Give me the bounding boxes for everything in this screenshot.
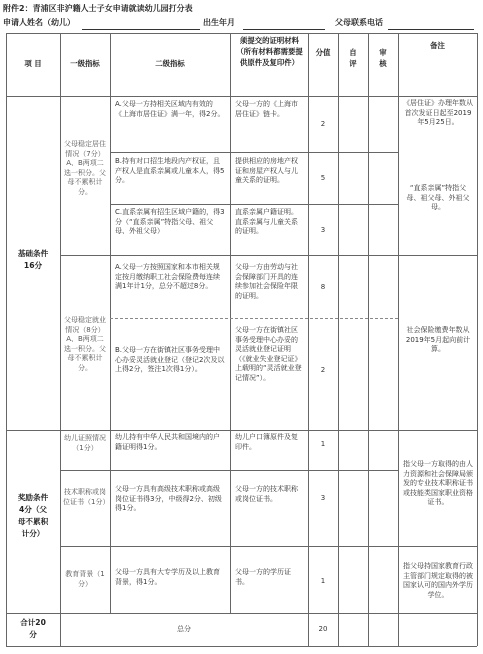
header-score: 分值 — [315, 48, 331, 57]
primary-employment: 父母稳定就业情况（8分）A、B两项二选一积分。父母不累积计分。 — [64, 316, 106, 372]
materials-tech-title: 父母一方的技术职称或岗位证书。 — [235, 485, 298, 503]
applicant-name-blank — [82, 29, 200, 30]
materials-kindergarten-cert: 幼儿户口簿原件及复印件。 — [235, 433, 298, 451]
score-tech-title: 3 — [320, 494, 326, 502]
note-social-insurance: 社会保险缴费年数从2019年5月起向前计算。 — [405, 326, 471, 354]
audit-cells[interactable] — [369, 97, 398, 612]
primary-tech-title: 技术职称或岗位证书（1分） — [63, 488, 110, 506]
score-total: 20 — [318, 625, 328, 633]
score-kindergarten-cert: 1 — [320, 440, 326, 448]
header-item: 项 目 — [24, 59, 42, 68]
secondary-employment-b: B.父母一方在街镇社区事务受理中心办妥灵活就业登记（登记2次及以上得2分，签注1次得1分）。 — [115, 346, 225, 374]
materials-education: 父母一方的学历证书。 — [235, 568, 291, 586]
score-residence-c: 3 — [320, 226, 326, 234]
parent-phone-blank — [388, 29, 474, 30]
note-tech-title: 指父母一方取得的由人力资源和社会保障局颁发的专业技术职称证书或技能类国家职业资格证书。 — [403, 460, 473, 507]
note-residence-permit: 《居住证》办理年数从首次发证日起至2019年5月25日。 — [403, 99, 473, 127]
score-residence-a: 2 — [320, 120, 326, 128]
materials-residence-a: 父母一方的《上海市居住证》链卡。 — [235, 100, 298, 118]
note-direct-relatives: “直系亲属”特指父母、祖父母、外祖父母。 — [406, 184, 470, 212]
secondary-residence-a: A.父母一方持相关区域内有效的《上海市居住证》满一年，得2分。 — [115, 100, 225, 118]
secondary-tech-title: 父母一方具有高级技术职称或高级岗位证书得3分，中级得2分、初级得1分。 — [115, 485, 222, 513]
note-education: 指父母持国家教育行政主管部门规定取得的被国家认可的国内外学历学位。 — [403, 562, 473, 599]
secondary-education: 父母一方具有大专学历及以上教育背景，得1分。 — [115, 568, 220, 586]
header-primary-indicator: 一级指标 — [70, 59, 100, 68]
primary-education: 教育背景（1分） — [65, 570, 105, 588]
header-required-materials: 须提交的证明材料（所有材料都需要提供原件及复印件） — [236, 36, 303, 67]
materials-residence-b: 提供相应的房地产权证和房屋产权人与儿童关系的证明。 — [235, 157, 298, 185]
materials-employment-b: 父母一方在街镇社区事务受理中心办妥的灵活就业登记证明（《就业失业登记证》上载明的“灵活就业登记情况”）。 — [235, 326, 302, 382]
birth-date-blank — [243, 29, 325, 30]
header-secondary-indicator: 二级指标 — [155, 59, 185, 68]
applicant-name-label: 申请人姓名（幼儿） — [3, 18, 75, 27]
score-residence-b: 5 — [320, 174, 326, 182]
header-self-assessment: 自评 — [349, 48, 357, 68]
header-audit: 审核 — [379, 48, 387, 68]
document-title: 附件2：青浦区非沪籍人士子女申请就读幼儿园打分表 — [3, 4, 193, 13]
section-bonus: 奖励条件4分（父母不累积计分） — [17, 493, 49, 538]
secondary-residence-b: B.持有对口招生地段内产权证，且产权人是直系亲属或儿童本人，得5分。 — [115, 157, 225, 185]
materials-residence-c: 直系亲属户籍证明。直系亲属与儿童关系的证明。 — [235, 208, 298, 236]
secondary-employment-a: A.父母一方按照国家和本市相关规定按月缴纳职工社会保险费每连续满1年计1分，总分不超过8分。 — [115, 263, 220, 291]
secondary-residence-c: C.直系亲属有招生区域户籍的，得3分（“直系亲属”特指父母、祖父母、外祖父母） — [115, 208, 225, 236]
primary-residence: 父母稳定居住情况（7分）A、B两项二选一积分。父母不累积计分。 — [64, 140, 106, 196]
primary-kindergarten-cert: 幼儿证照情况（1分） — [64, 434, 106, 452]
score-employment-b: 2 — [320, 366, 326, 374]
self-assessment-cells[interactable] — [339, 97, 368, 612]
score-education: 1 — [320, 577, 326, 585]
section-basic: 基础条件16分 — [17, 249, 49, 270]
parent-phone-label: 父母联系电话 — [335, 18, 383, 27]
section-total: 合计20分 — [20, 618, 46, 639]
materials-employment-a: 父母一方由劳动与社会保障部门开具的连续参加社会保险年限的证明。 — [235, 263, 298, 300]
secondary-kindergarten-cert: 幼儿持有中华人民共和国境内的户籍证明得1分。 — [115, 433, 220, 451]
score-employment-a: 8 — [320, 283, 326, 291]
total-score-label: 总分 — [177, 625, 191, 633]
header-notes: 备注 — [430, 41, 445, 50]
birth-date-label: 出生年月 — [203, 18, 235, 27]
